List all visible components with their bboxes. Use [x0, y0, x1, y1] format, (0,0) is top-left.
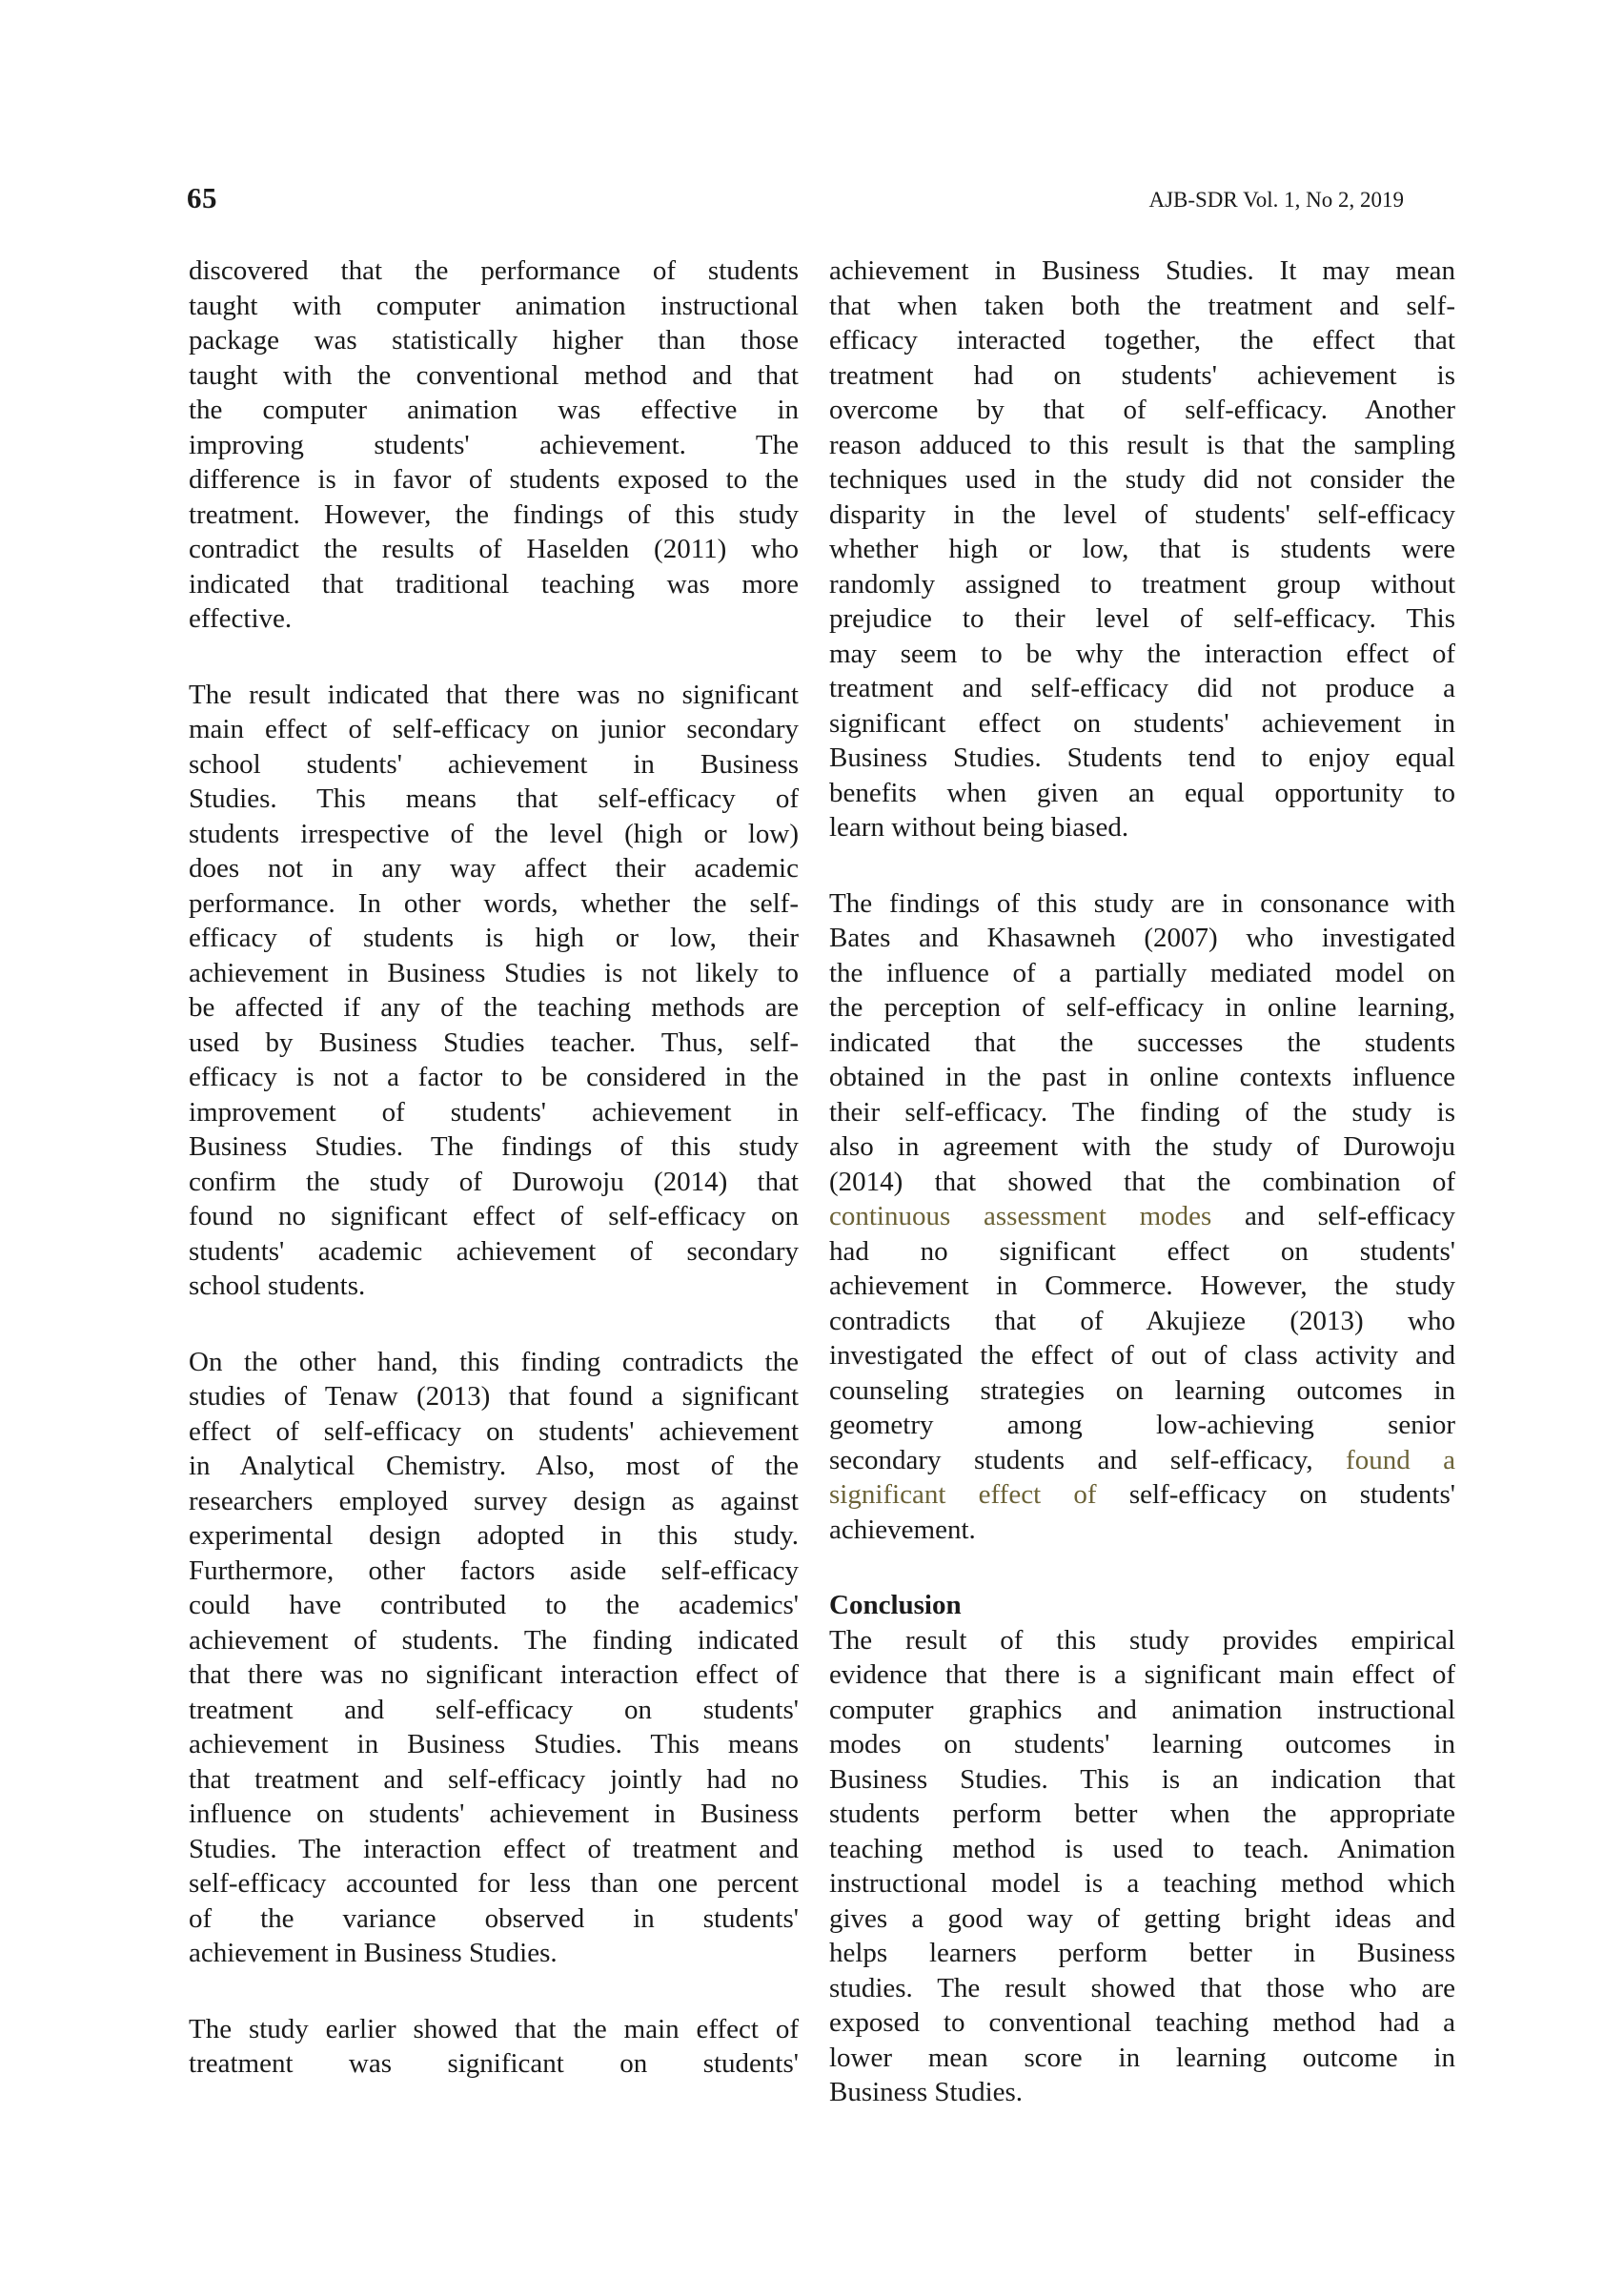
- text-line: lower mean score in learning outcome in: [829, 2042, 1455, 2073]
- text-line: The findings of this study are in consonance with: [829, 887, 1455, 919]
- text-line: also in agreement with the study of Durowoju: [829, 1131, 1455, 1162]
- text-line: The result indicated that there was no significant: [189, 679, 799, 710]
- page-number: 65: [187, 181, 217, 214]
- text-line: influence on students' achievement in Business: [189, 1799, 799, 1829]
- text-line: had no significant effect on students': [829, 1235, 1455, 1267]
- text-line: Business Studies. The findings of this study: [189, 1131, 799, 1162]
- text-line: improving students' achievement. The: [189, 429, 799, 460]
- accent-text: found a: [1346, 1444, 1455, 1475]
- text-line: computer graphics and animation instructional: [829, 1694, 1455, 1725]
- text-line: Business Studies. This is an indication that: [829, 1763, 1455, 1795]
- text-line: reason adduced to this result is that the sampling: [829, 429, 1455, 460]
- paragraph: [189, 678, 799, 1304]
- journal-volume-header: AJB-SDR Vol. 1, No 2, 2019: [1148, 188, 1404, 212]
- accent-text: significant effect of: [829, 1479, 1097, 1510]
- text-line: achievement of students. The finding indicated: [189, 1624, 799, 1656]
- text-line: discovered that the performance of students: [189, 255, 799, 286]
- text-column-left: [189, 254, 799, 2082]
- text-line: the perception of self-efficacy in online learning,: [829, 992, 1455, 1023]
- text-line: be affected if any of the teaching methods are: [189, 992, 799, 1023]
- text-line: contradict the results of Haselden (2011) who: [189, 534, 799, 564]
- text-line: confirm the study of Durowoju (2014) that: [189, 1166, 799, 1197]
- text-line: The study earlier showed that the main effect of: [189, 2013, 799, 2044]
- text-line: studies. The result showed that those who are: [829, 1972, 1455, 2003]
- text-line: learn without being biased.: [829, 812, 1129, 843]
- text-line: does not in any way affect their academic: [189, 853, 799, 884]
- text-line: of the variance observed in students': [189, 1902, 799, 1934]
- text-line: that there was no significant interaction effect of: [189, 1659, 799, 1690]
- text-line: (2014) that showed that the combination of: [829, 1166, 1455, 1197]
- text-line: found no significant effect of self-efficacy on: [189, 1201, 799, 1231]
- text-line: evidence that there is a significant main effect of: [829, 1659, 1455, 1690]
- text-line: may seem to be why the interaction effect of: [829, 638, 1455, 669]
- text-line: [829, 1443, 1455, 1478]
- text-line: treatment. However, the findings of this study: [189, 498, 799, 530]
- text-line: students perform better when the appropriate: [829, 1799, 1455, 1829]
- text-line: gives a good way of getting bright ideas and: [829, 1902, 1455, 1934]
- text-line: performance. In other words, whether the self-: [189, 887, 799, 919]
- text-line: that when taken both the treatment and self-: [829, 290, 1455, 321]
- text-line: achievement in Business Studies is not likely to: [189, 957, 799, 988]
- paragraph: [189, 1345, 799, 1971]
- paragraph: [189, 254, 799, 637]
- text-line: geometry among low-achieving senior: [829, 1410, 1455, 1440]
- text-line: disparity in the level of students' self-efficacy: [829, 498, 1455, 530]
- text-line: benefits when given an equal opportunity to: [829, 777, 1455, 808]
- text-line: efficacy is not a factor to be considered in the: [189, 1062, 799, 1092]
- text-line: in Analytical Chemistry. Also, most of the: [189, 1451, 799, 1481]
- text-line: experimental design adopted in this study.: [189, 1520, 799, 1551]
- text-line: instructional model is a teaching method which: [829, 1868, 1455, 1899]
- text-line: main effect of self-efficacy on junior secondary: [189, 714, 799, 744]
- text-line: helps learners perform better in Business: [829, 1938, 1455, 1968]
- text-line: effective.: [189, 603, 293, 634]
- paragraph: [189, 2012, 799, 2082]
- text-line: treatment was significant on students': [189, 2048, 799, 2079]
- text-line: package was statistically higher than those: [189, 325, 799, 356]
- text-line: treatment and self-efficacy did not produce a: [829, 673, 1455, 703]
- text-line: self-efficacy accounted for less than one percent: [189, 1868, 799, 1899]
- text-line: Studies. This means that self-efficacy of: [189, 783, 799, 814]
- text-line: researchers employed survey design as against: [189, 1485, 799, 1516]
- text-line: improvement of students' achievement in: [189, 1096, 799, 1128]
- text-line: the computer animation was effective in: [189, 395, 799, 425]
- text-line: efficacy interacted together, the effect that: [829, 325, 1455, 356]
- text-line: treatment and self-efficacy on students': [189, 1694, 799, 1725]
- text-line: investigated the effect of out of class activity and: [829, 1340, 1455, 1371]
- text-line: Bates and Khasawneh (2007) who investigated: [829, 923, 1455, 953]
- text-line: difference is in favor of students exposed to the: [189, 464, 799, 495]
- text-line: Business Studies.: [829, 2077, 1024, 2107]
- text-line: their self-efficacy. The finding of the study is: [829, 1096, 1455, 1128]
- text-line: prejudice to their level of self-efficacy. This: [829, 603, 1455, 634]
- text-line: whether high or low, that is students were: [829, 534, 1455, 564]
- text-line: Furthermore, other factors aside self-efficacy: [189, 1555, 799, 1586]
- text-line: significant effect on students' achievement in: [829, 707, 1455, 739]
- accent-text: continuous assessment modes: [829, 1201, 1212, 1231]
- text-line: achievement in Commerce. However, the study: [829, 1271, 1455, 1301]
- text-line: teaching method is used to teach. Animation: [829, 1833, 1455, 1864]
- text-line: indicated that traditional teaching was more: [189, 568, 799, 600]
- section-heading: Conclusion: [829, 1590, 962, 1620]
- body-text: and self-efficacy: [1211, 1201, 1455, 1231]
- paragraph: [829, 1623, 1455, 2110]
- text-line: The result of this study provides empirical: [829, 1624, 1455, 1656]
- text-line: achievement in Business Studies.: [189, 1938, 558, 1968]
- text-line: treatment had on students' achievement is: [829, 359, 1455, 391]
- text-line: taught with the conventional method and that: [189, 359, 799, 391]
- text-line: contradicts that of Akujieze (2013) who: [829, 1305, 1455, 1336]
- body-text: self-efficacy on students': [1096, 1479, 1455, 1510]
- text-line: students irrespective of the level (high or low): [189, 818, 799, 849]
- text-line: studies of Tenaw (2013) that found a significant: [189, 1381, 799, 1412]
- text-line: could have contributed to the academics': [189, 1590, 799, 1620]
- text-line: [829, 1477, 1455, 1513]
- text-line: achievement in Business Studies. It may mean: [829, 255, 1455, 286]
- text-line: school students' achievement in Business: [189, 748, 799, 780]
- text-column-right: [829, 254, 1455, 2110]
- text-line: achievement in Business Studies. This means: [189, 1729, 799, 1759]
- text-line: that treatment and self-efficacy jointly had no: [189, 1763, 799, 1795]
- text-line: exposed to conventional teaching method had a: [829, 2007, 1455, 2038]
- paragraph: [829, 254, 1455, 845]
- text-line: achievement.: [829, 1514, 976, 1545]
- text-line: school students.: [189, 1271, 366, 1301]
- text-line: randomly assigned to treatment group without: [829, 568, 1455, 600]
- text-line: effect of self-efficacy on students' achievement: [189, 1415, 799, 1447]
- text-line: techniques used in the study did not consider the: [829, 464, 1455, 495]
- text-line: overcome by that of self-efficacy. Another: [829, 395, 1455, 425]
- text-line: Studies. The interaction effect of treatment and: [189, 1833, 799, 1864]
- text-line: Business Studies. Students tend to enjoy equal: [829, 742, 1455, 773]
- text-line: used by Business Studies teacher. Thus, self-: [189, 1027, 799, 1058]
- text-line: efficacy of students is high or low, their: [189, 923, 799, 953]
- text-line: indicated that the successes the students: [829, 1027, 1455, 1058]
- text-line: modes on students' learning outcomes in: [829, 1729, 1455, 1759]
- paragraph: [829, 886, 1455, 1548]
- text-line: On the other hand, this finding contradicts the: [189, 1346, 799, 1377]
- text-line: taught with computer animation instructional: [189, 290, 799, 321]
- text-line: the influence of a partially mediated model on: [829, 957, 1455, 988]
- text-line: [829, 1199, 1455, 1234]
- text-line: students' academic achievement of secondary: [189, 1235, 799, 1267]
- text-line: counseling strategies on learning outcomes in: [829, 1374, 1455, 1406]
- text-line: obtained in the past in online contexts influence: [829, 1062, 1455, 1092]
- body-text: secondary students and self-efficacy,: [829, 1444, 1347, 1475]
